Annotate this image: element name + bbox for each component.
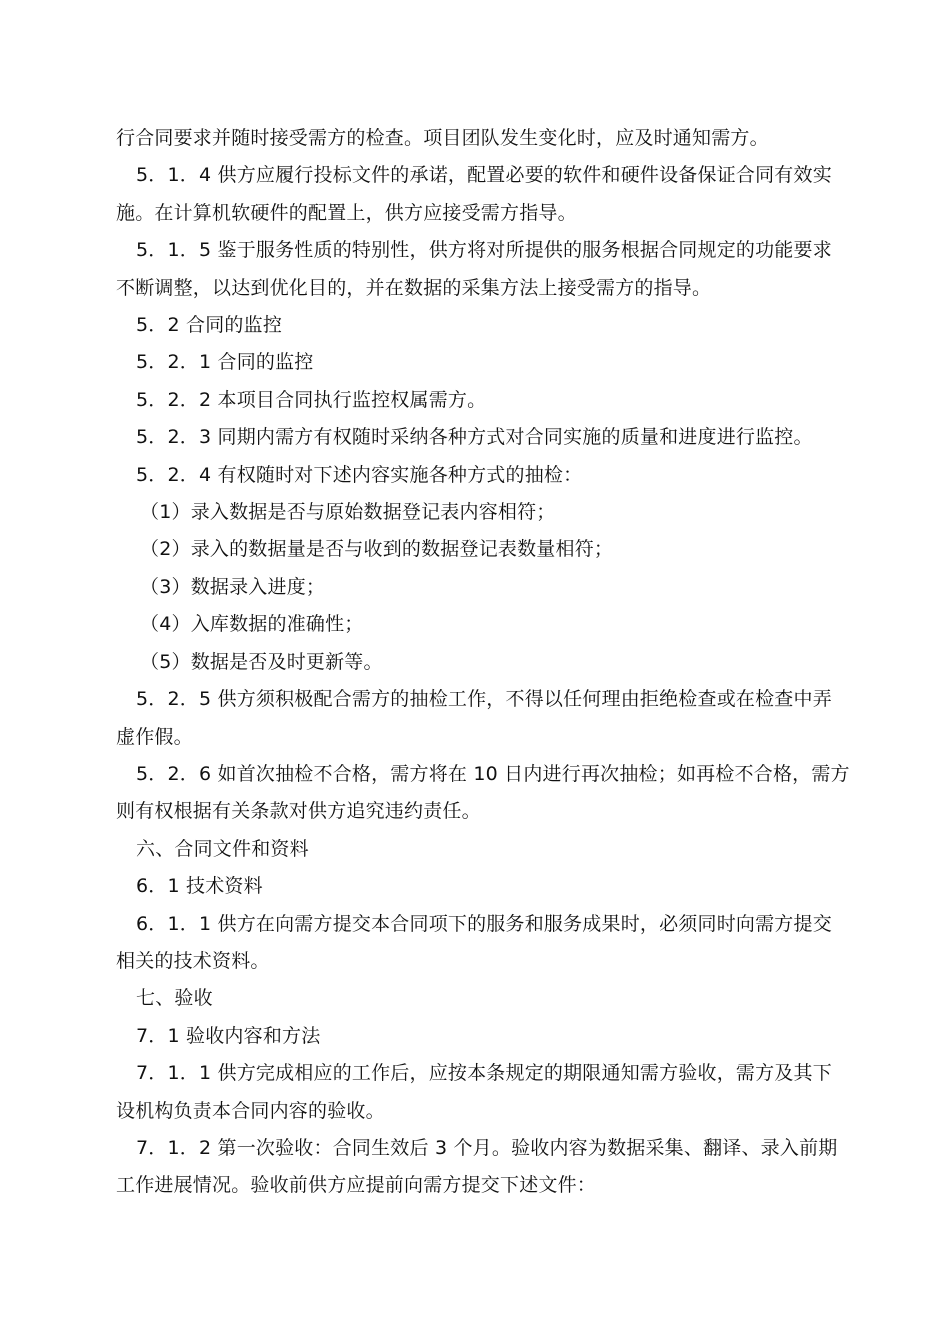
list-item: （4）入库数据的准确性； (140, 613, 364, 636)
paragraph-line: 7．1．1 供方完成相应的工作后，应按本条规定的期限通知需方验收，需方及其下 (136, 1062, 832, 1085)
list-item: （2）录入的数据量是否与收到的数据登记表数量相符； (140, 538, 614, 561)
list-item: （3）数据录入进度； (140, 575, 326, 598)
section-heading: 6．1 技术资料 (136, 875, 263, 898)
paragraph-line: 相关的技术资料。 (116, 949, 270, 972)
paragraph-line: 行合同要求并随时接受需方的检查。项目团队发生变化时，应及时通知需方。 (116, 127, 769, 149)
paragraph-line: 7．1．2 第一次验收：合同生效后 3 个月。验收内容为数据采集、翻译、录入前期 (136, 1136, 838, 1159)
paragraph-line: 5．2．5 供方须积极配合需方的抽检工作，不得以任何理由拒绝检查或在检查中弄 (136, 688, 832, 711)
paragraph-line: 施。在计算机软硬件的配置上，供方应接受需方指导。 (116, 201, 577, 224)
document-body (116, 120, 850, 1205)
paragraph-line: 6．1．1 供方在向需方提交本合同项下的服务和服务成果时，必须同时向需方提交 (136, 912, 832, 935)
paragraph-line: 5．1．5 鉴于服务性质的特别性，供方将对所提供的服务根据合同规定的功能要求 (136, 239, 832, 262)
chapter-heading: 七、验收 (136, 987, 213, 1010)
section-heading: 7．1 验收内容和方法 (136, 1024, 321, 1047)
list-item: （1）录入数据是否与原始数据登记表内容相符； (140, 501, 556, 524)
subsection-heading: 5．2．1 合同的监控 (136, 351, 314, 374)
paragraph-line: 5．2．2 本项目合同执行监控权属需方。 (136, 388, 487, 411)
paragraph-line: 虚作假。 (116, 725, 193, 748)
paragraph-line: 则有权根据有关条款对供方追究违约责任。 (116, 800, 481, 823)
paragraph-line: 5．2．6 如首次抽检不合格，需方将在 10 日内进行再次抽检；如再检不合格，需方 (136, 762, 850, 785)
paragraph-line: 设机构负责本合同内容的验收。 (116, 1099, 385, 1122)
list-item: （5）数据是否及时更新等。 (140, 650, 383, 673)
paragraph-line: 工作进展情况。验收前供方应提前向需方提交下述文件： (116, 1174, 597, 1197)
paragraph-line: 5．2．4 有权随时对下述内容实施各种方式的抽检： (136, 463, 583, 486)
chapter-heading: 六、合同文件和资料 (136, 837, 309, 860)
section-heading: 5．2 合同的监控 (136, 314, 283, 337)
paragraph-line: 5．1．4 供方应履行投标文件的承诺，配置必要的软件和硬件设备保证合同有效实 (136, 164, 832, 187)
paragraph-line: 不断调整，以达到优化目的，并在数据的采集方法上接受需方的指导。 (116, 276, 712, 299)
paragraph-line: 5．2．3 同期内需方有权随时采纳各种方式对合同实施的质量和进度进行监控。 (136, 426, 813, 449)
